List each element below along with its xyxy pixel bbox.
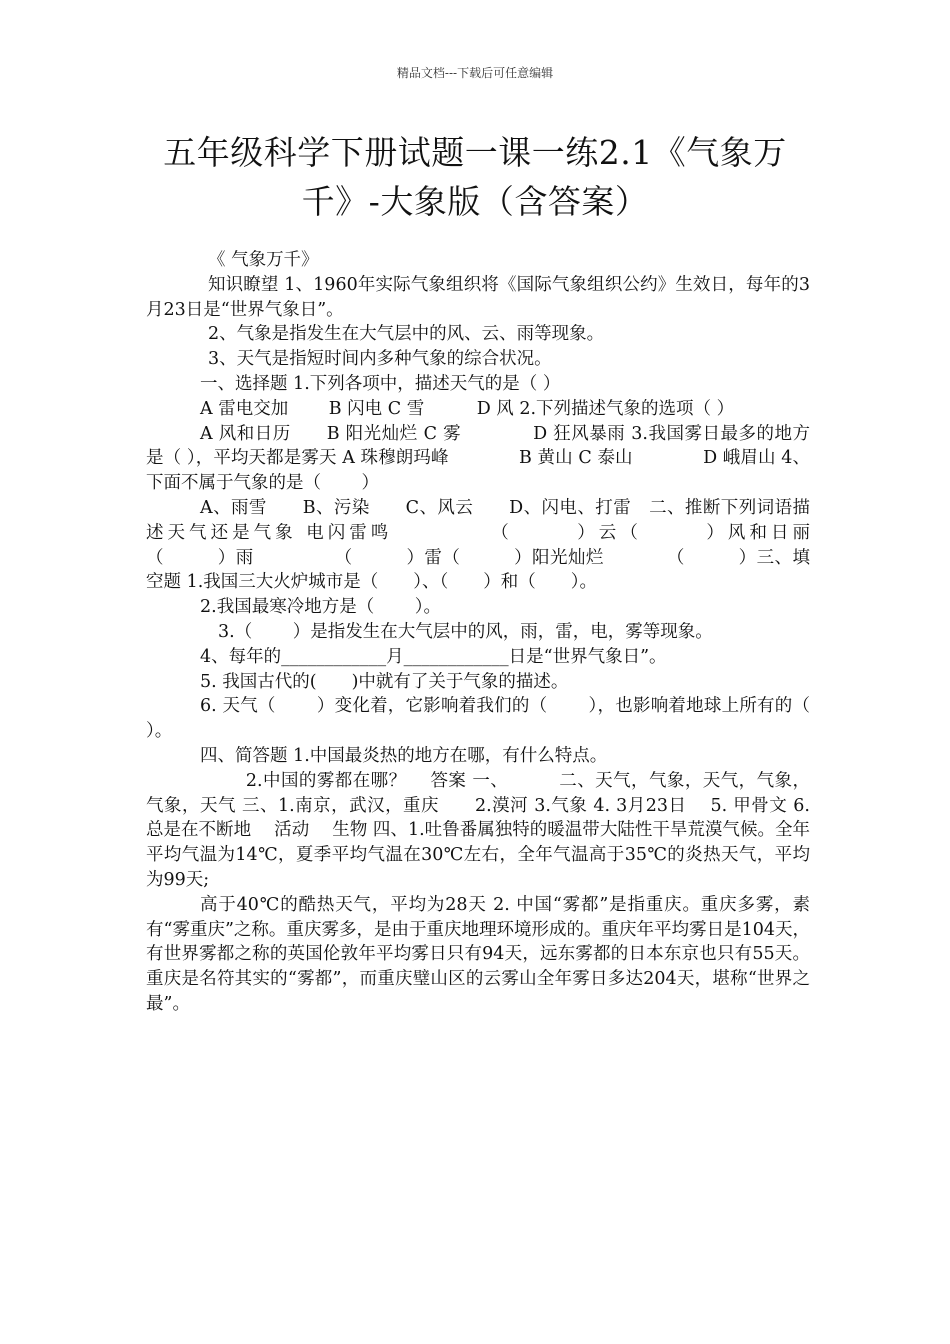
section-heading: 《 气象万千》	[208, 250, 319, 270]
document-body	[146, 248, 880, 1017]
page-header: 精品文档---下载后可任意编辑	[396, 66, 554, 80]
question-paragraph: 四、简答题 1.中国最炎热的地方在哪，有什么特点。	[200, 745, 608, 766]
question-paragraph: 6. 天气（ ）变化着，它影响着我们的（ ），也影响着地球上所有的（ ）。	[146, 696, 851, 742]
answer-paragraph: 2.中国的雾都在哪？ 答案 一、 二、天气，气象，天气，气象，气象，天气 三、1.南京，武汉，重庆 2.漠河 3.气象 4. 3月23日 5. 甲骨文 6. 总是在不断地 活动 生物 四、1.吐鲁番属独特的暖温带大陆性干旱荒漠气候。全年平均气温为14℃，夏季平均气温在30℃左右，全年气温高于35℃的炎热天气，平均为99天;	[146, 770, 810, 890]
question-paragraph: A 风和日历 B 阳光灿烂 C 雾 D 狂风暴雨 3.我国雾日最多的地方是（ ），平均天都是雾天 A 珠穆朗玛峰 B 黄山 C 泰山 D 峨眉山 4、下面不属于气象的是（ ）	[146, 423, 810, 494]
question-paragraph: A、雨雪 B、污染 C、风云 D、闪电、打雷 二、推断下列词语描述天气还是气象 电闪雷鸣 （ ）云（ ）风和日丽 （ ）雨 （ ）雷（ ）阳光灿烂 （ ）三、填空题 1.我国三大火炉城市是（ ）、（ ）和（ ）。	[146, 497, 880, 593]
question-paragraph: 3.（ ）是指发生在大气层中的风，雨，雷，电，雾等现象。	[218, 621, 713, 642]
question-paragraph: 4、每年的____________月____________日是“世界气象日”。	[200, 646, 667, 667]
question-paragraph: 2.我国最寒冷地方是（ ）。	[200, 597, 442, 618]
question-paragraph: 一、选择题 1.下列各项中，描述天气的是（ ）	[200, 373, 561, 394]
document-title: 五年级科学下册试题一课一练2.1《气象万千》-大象版（含答案）	[163, 133, 787, 221]
question-paragraph: 5. 我国古代的( )中就有了关于气象的描述。	[200, 671, 569, 692]
question-paragraph: A 雷电交加 B 闪电 C 雪 D 风 2.下列描述气象的选项（ ）	[200, 398, 735, 419]
knowledge-paragraph: 知识瞭望 1、1960年实际气象组织将《国际气象组织公约》生效日，每年的3月23日是“世界气象日”。	[146, 274, 810, 320]
knowledge-paragraph: 3、天气是指短时间内多种气象的综合状况。	[208, 349, 552, 370]
answer-paragraph: 高于40℃的酷热天气，平均为28天 2. 中国“雾都”是指重庆。重庆多雾，素有“雾重庆”之称。重庆雾多，是由于重庆地理环境形成的。重庆年平均雾日是104天，有世界雾都之称的英国伦敦年平均雾日只有94天，远东雾都的日本东京也只有55天。重庆是名符其实的“雾都”，而重庆璧山区的云雾山全年雾日多达204天，堪称“世界之最”。	[146, 894, 810, 1014]
knowledge-paragraph: 2、气象是指发生在大气层中的风、云、雨等现象。	[208, 324, 605, 345]
